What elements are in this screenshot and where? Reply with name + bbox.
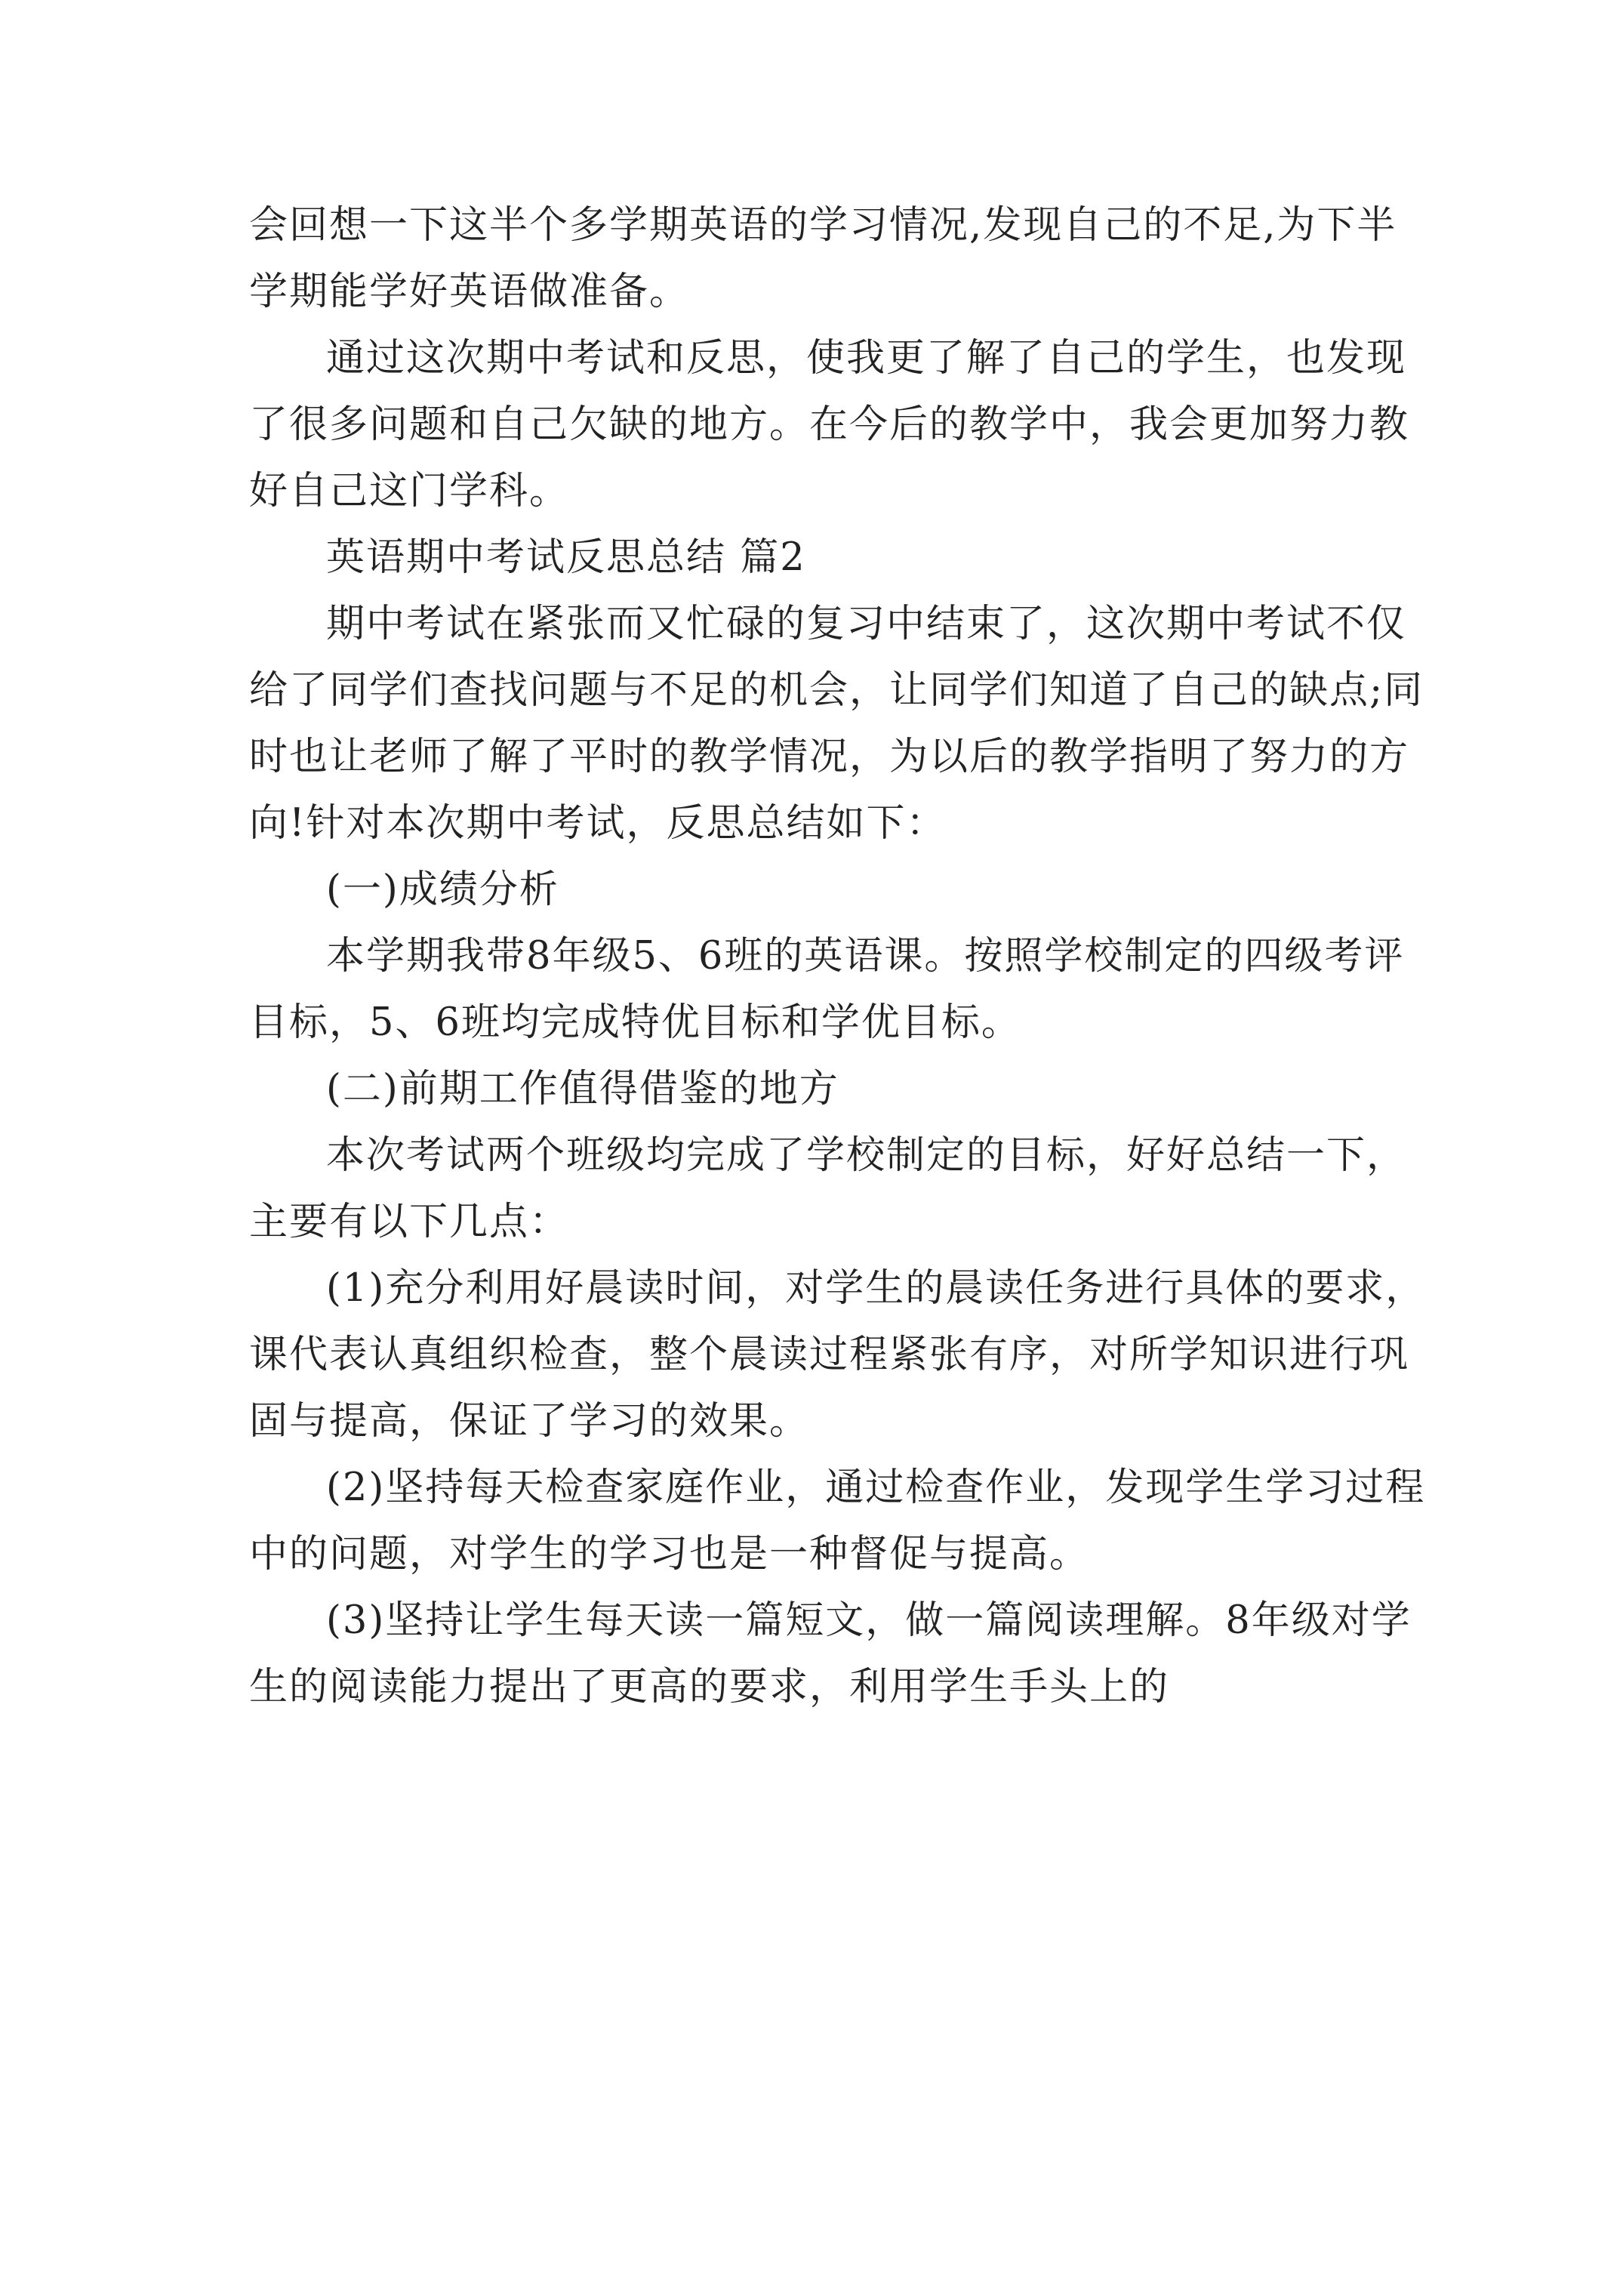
document-body — [249, 193, 1427, 1721]
paragraph: 期中考试在紧张而又忙碌的复习中结束了，这次期中考试不仅给了同学们查找问题与不足的机会，让同学们知道了自己的缺点;同时也让老师了解了平时的教学情况，为以后的教学指明了努力的方向!针对本次期中考试，反思总结如下： — [249, 602, 1424, 846]
subsection-heading: (一)成绩分析 — [326, 868, 559, 912]
list-item: (2)坚持每天检查家庭作业，通过检查作业，发现学生学习过程中的问题，对学生的学习也是一种督促与提高。 — [249, 1465, 1426, 1576]
paragraph: 通过这次期中考试和反思，使我更了解了自己的学生，也发现了很多问题和自己欠缺的地方。在今后的教学中，我会更加努力教好自己这门学科。 — [249, 336, 1410, 513]
paragraph: 本次考试两个班级均完成了学校制定的目标，好好总结一下，主要有以下几点： — [249, 1133, 1407, 1244]
paragraph: 本学期我带8年级5、6班的英语课。按照学校制定的四级考评目标，5、6班均完成特优目标和学优目标。 — [249, 934, 1405, 1045]
list-item: (1)充分利用好晨读时间，对学生的晨读任务进行具体的要求，课代表认真组织检查，整个晨读过程紧张有序，对所学知识进行巩固与提高，保证了学习的效果。 — [249, 1266, 1426, 1444]
list-item: (3)坚持让学生每天读一篇短文，做一篇阅读理解。8年级对学生的阅读能力提出了更高的要求，利用学生手头上的 — [249, 1598, 1412, 1709]
section-heading: 英语期中考试反思总结 篇2 — [326, 535, 806, 580]
paragraph-continuation: 会回想一下这半个多学期英语的学习情况,发现自己的不足,为下半学期能学好英语做准备。 — [249, 203, 1397, 314]
subsection-heading: (二)前期工作值得借鉴的地方 — [326, 1067, 839, 1111]
